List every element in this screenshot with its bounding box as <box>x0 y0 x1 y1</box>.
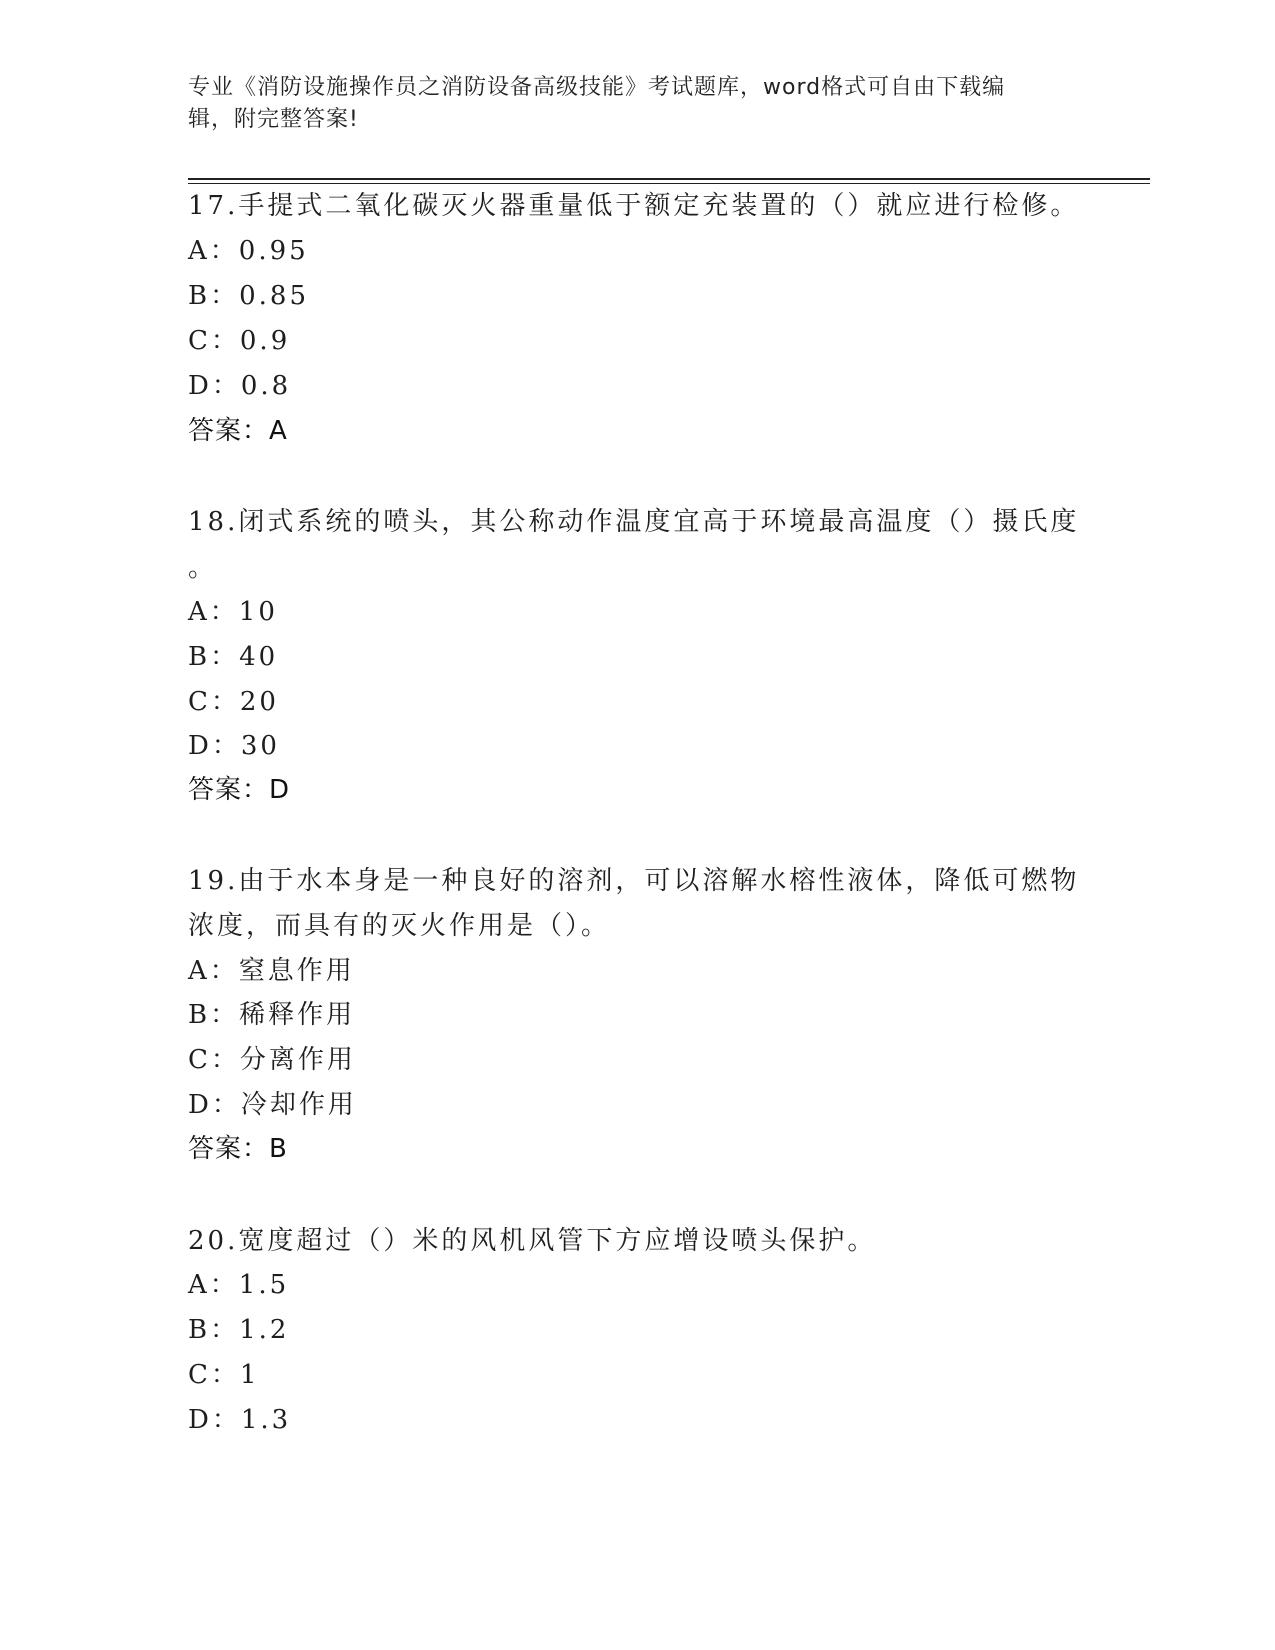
document-header <box>188 72 1068 136</box>
question-stem: 17.手提式二氧化碳灭火器重量低于额定充装置的（）就应进行检修。 <box>188 191 1080 221</box>
option-a: A：窒息作用 <box>188 956 355 986</box>
header-divider-thin <box>188 183 1150 184</box>
option-d: D：30 <box>188 731 280 761</box>
question-stem: 20.宽度超过（）米的风机风管下方应增设喷头保护。 <box>188 1226 877 1256</box>
option-d: D：0.8 <box>188 371 292 401</box>
question-stem-continued: 浓度，而具有的灭火作用是（）。 <box>188 911 611 941</box>
question-stem-continued: 。 <box>188 553 218 583</box>
option-d: D：冷却作用 <box>188 1090 357 1120</box>
option-c: C：分离作用 <box>188 1045 356 1075</box>
question-stem: 19.由于水本身是一种良好的溶剂，可以溶解水榕性液体，降低可燃物 <box>188 866 1080 896</box>
option-a: A：1.5 <box>188 1270 290 1300</box>
option-d: D：1.3 <box>188 1405 292 1435</box>
header-line-1: 专业《消防设施操作员之消防设备高级技能》考试题库，word格式可自由下载编 <box>188 75 1006 100</box>
option-c: C：20 <box>188 687 279 717</box>
answer-label: 答案：D <box>188 775 291 805</box>
option-c: C：1 <box>188 1360 260 1390</box>
option-a: A：0.95 <box>188 236 309 266</box>
header-line-2: 辑，附完整答案! <box>188 107 359 132</box>
question-stem: 18.闭式系统的喷头，其公称动作温度宜高于环境最高温度（）摄氏度 <box>188 507 1080 537</box>
option-b: B：40 <box>188 642 279 672</box>
answer-label: 答案：A <box>188 416 288 446</box>
option-b: B：1.2 <box>188 1315 290 1345</box>
option-c: C：0.9 <box>188 326 291 356</box>
option-a: A：10 <box>188 597 278 627</box>
answer-label: 答案：B <box>188 1134 288 1164</box>
option-b: B：0.85 <box>188 281 309 311</box>
header-divider-thick <box>188 178 1150 180</box>
option-b: B：稀释作用 <box>188 1000 356 1030</box>
